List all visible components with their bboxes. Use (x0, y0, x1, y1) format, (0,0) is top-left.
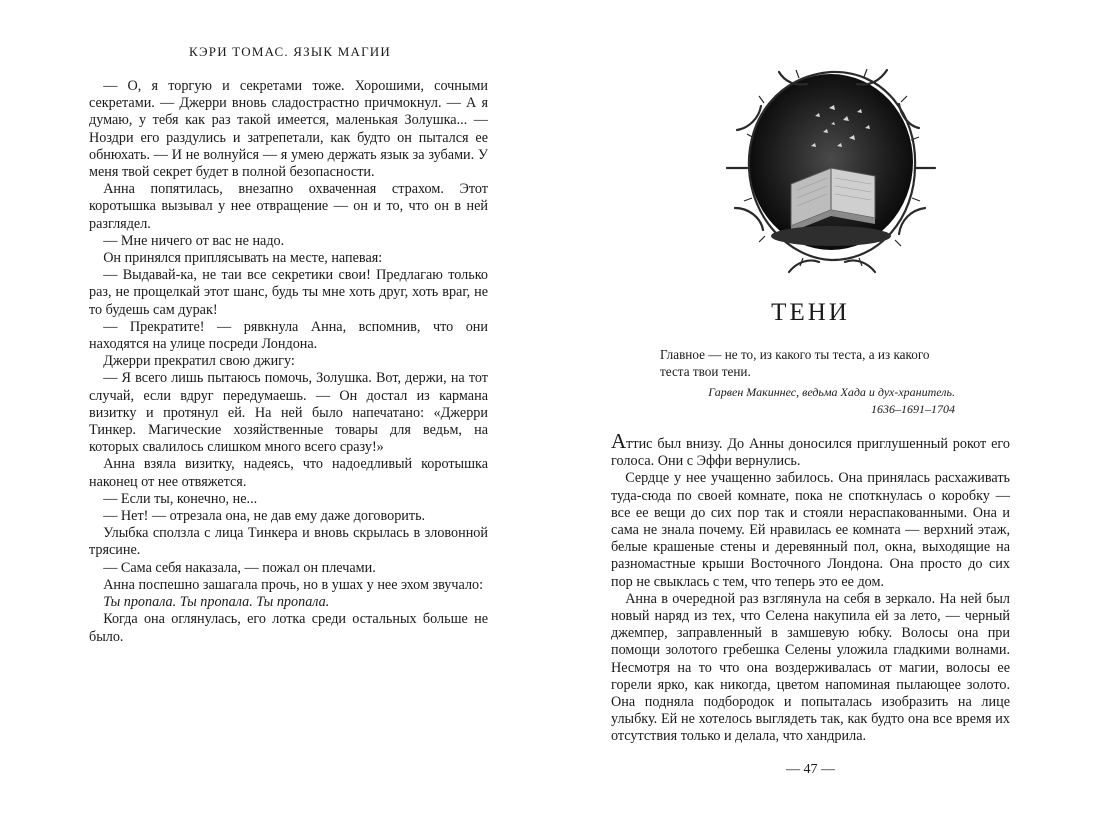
paragraph: Анна взяла визитку, надеясь, что надоедливый коротышка наконец от нее отвяжется. (89, 456, 488, 490)
paragraph: — Выдавай-ка, не таи все секретики свои! Предлагаю только раз, не прощелкай этот шанс, будь ты мне хоть друг, хоть враг, не то будешь сам дурак! (89, 267, 488, 318)
paragraph: — Сама себя наказала, — пожал он плечами. (103, 559, 376, 576)
chapter-vignette-illustration (719, 58, 943, 282)
paragraph: — О, я торгую и секретами тоже. Хорошими, сочными секретами. — Джерри вновь сладострастно причмокнул. — А я думаю, у тебя как раз такой имеется, маленькая Золушка... — Ноздри его раздулись и затрепетали, как будто он пытался ее обнюхать. — И не волнуйся — я умею держать язык за зубами. У меня твой секрет будет в полной безопасности. (89, 78, 488, 181)
page-number: — 47 — (786, 762, 835, 777)
paragraph: Анна попятилась, внезапно охваченная страхом. Этот коротышка вызывал у нее отвращение — он и то, что он в ней разглядел. (89, 181, 488, 232)
paragraph: — Прекратите! — рявкнула Анна, вспомнив, что они находятся на улице посреди Лондона. (89, 318, 488, 353)
epigraph-dates: 1636–1691–1704 (871, 402, 955, 416)
opening-paragraph (611, 429, 1010, 470)
paragraph: Он принялся приплясывать на месте, напевая: (103, 250, 383, 267)
paragraph: Когда она оглянулась, его лотка среди остальных больше не было. (89, 611, 488, 645)
drop-cap-letter: А (611, 429, 627, 453)
running-head: КЭРИ ТОМАС. ЯЗЫК МАГИИ (189, 44, 391, 59)
epigraph-attribution: Гарвен Макиннес, ведьма Хада и дух-хранитель. (708, 385, 955, 399)
paragraph: Сердце у нее учащенно забилось. Она принялась расхаживать туда-сюда по своей комнате, пока не споткнулась о коробку — все ее вещи до сих пор так и стояли нераспакованными. Она и сама не знала почему. Ей нравилась ее комната — верхний этаж, белые крашеные стены и деревянный пол, окна, выходящие на разномастные крыши Восточного Лондона. Она просто до сих пор не свыклась с тем, что теперь это ее дом. (611, 470, 1010, 590)
paragraph: Улыбка сползла с лица Тинкера и вновь скрылась в зловонной трясине. (89, 525, 488, 559)
left-body-text (89, 78, 488, 646)
vignette-dark-oval (749, 74, 913, 250)
paragraph: — Я всего лишь пытаюсь помочь, Золушка. Вот, держи, на тот случай, если вдруг передумаешь. — Он достал из кармана визитку и протянул ей. На ней было напечатано: «Джерри Тинкер. Магические хозяйственные товары для ведьм, на которых свалилось слишком много всего сразу!» (89, 370, 488, 456)
paragraph-italic-echo: Ты пропала. Ты пропала. Ты пропала. (103, 594, 330, 611)
paragraph: Анна поспешно зашагала прочь, но в ушах у нее эхом звучало: (103, 576, 484, 593)
paragraph: Анна в очередной раз взглянула на себя в зеркало. На ней был новый наряд из тех, что Селена накупила ей за лето, — черный джемпер, заправленный в замшевую юбку. Волосы она при помощи золотого гребешка Селены уложила гладкими волнами. Несмотря на то что она воздерживалась от магии, волосы ее горели ярко, как никогда, цветом напоминая пылающее золото. Она подняла подбородок и попыталась изобразить на лице улыбку. Ей не хотелось выглядеть так, как будто она все время их отсутствия только и делала, что хандрила. (611, 590, 1010, 745)
epigraph (660, 346, 955, 418)
right-page (550, 0, 1100, 825)
paragraph: — Мне ничего от вас не надо. (103, 232, 285, 249)
paragraph: Джерри прекратил свою джигу: (103, 353, 295, 370)
chapter-title: ТЕНИ (771, 298, 850, 326)
paragraph: — Нет! — отрезала она, не дав ему даже договорить. (103, 508, 426, 525)
epigraph-quote: Главное — не то, из какого ты теста, а из какого теста твои тени. (660, 347, 930, 379)
paragraph: — Если ты, конечно, не... (103, 490, 258, 507)
right-body-text (611, 429, 1010, 746)
opening-paragraph-text: ттис был внизу. До Анны доносился приглушенный рокот его голоса. Они с Эффи вернулись. (611, 436, 1010, 470)
